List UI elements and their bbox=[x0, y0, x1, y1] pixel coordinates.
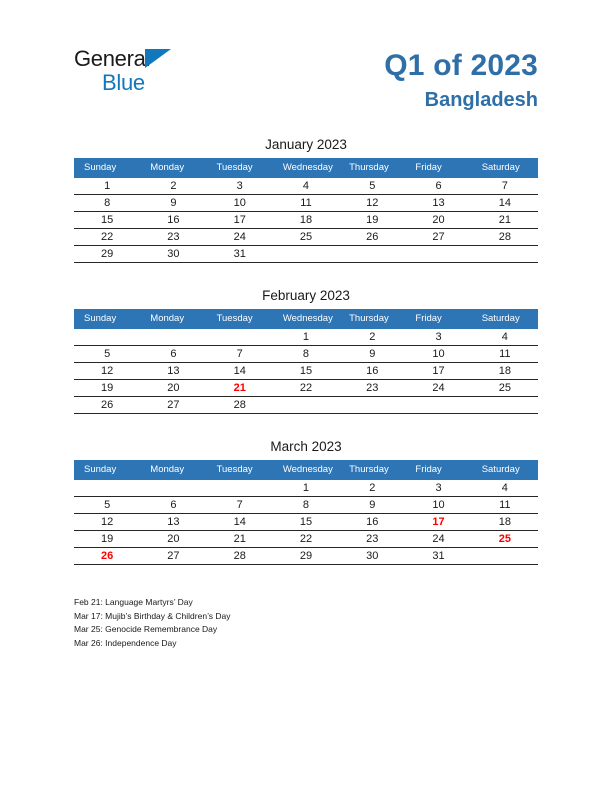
weekday-header-friday: Friday bbox=[405, 309, 471, 329]
calendar-day[interactable]: 8 bbox=[74, 195, 140, 212]
weekday-header-thursday: Thursday bbox=[339, 309, 405, 329]
weekday-header-friday: Friday bbox=[405, 158, 471, 178]
calendar-day[interactable]: 10 bbox=[207, 195, 273, 212]
month-title: February 2023 bbox=[262, 288, 350, 303]
month-title: March 2023 bbox=[270, 439, 342, 454]
calendar-day[interactable]: 27 bbox=[140, 548, 206, 565]
calendar-day[interactable]: 11 bbox=[273, 195, 339, 212]
calendar-day[interactable]: 6 bbox=[140, 346, 206, 363]
calendar-day[interactable]: 13 bbox=[140, 363, 206, 380]
calendar-day[interactable]: 10 bbox=[405, 497, 471, 514]
calendar-day[interactable]: 18 bbox=[472, 514, 538, 531]
triangle-icon bbox=[145, 49, 171, 68]
calendar-week-row bbox=[74, 246, 538, 263]
calendar-day[interactable]: 6 bbox=[140, 497, 206, 514]
calendar-week-row bbox=[74, 548, 538, 565]
page-header bbox=[0, 34, 612, 124]
holiday-legend-item: Mar 17: Mujib’s Birthday & Children’s Day bbox=[74, 610, 231, 621]
calendar-day[interactable]: 25 bbox=[472, 380, 538, 397]
calendar-day[interactable]: 16 bbox=[140, 212, 206, 229]
calendar-day-holiday[interactable]: 25 bbox=[472, 531, 538, 548]
calendar-day[interactable]: 4 bbox=[472, 480, 538, 497]
calendar-day[interactable]: 3 bbox=[405, 480, 471, 497]
calendar-day[interactable]: 19 bbox=[74, 380, 140, 397]
calendar-day[interactable]: 23 bbox=[339, 380, 405, 397]
calendar-day[interactable]: 25 bbox=[273, 229, 339, 246]
calendar-day[interactable]: 5 bbox=[339, 178, 405, 195]
calendar-day[interactable]: 13 bbox=[405, 195, 471, 212]
calendar-day[interactable]: 21 bbox=[207, 531, 273, 548]
calendar-header-row bbox=[74, 460, 538, 480]
calendar-day[interactable]: 8 bbox=[273, 346, 339, 363]
calendar-day[interactable]: 20 bbox=[140, 531, 206, 548]
calendar-day[interactable]: 14 bbox=[207, 363, 273, 380]
calendar-day[interactable]: 5 bbox=[74, 497, 140, 514]
calendar-day[interactable]: 20 bbox=[405, 212, 471, 229]
month-block-february bbox=[74, 287, 538, 414]
weekday-header-tuesday: Tuesday bbox=[207, 309, 273, 329]
calendar-day[interactable]: 3 bbox=[207, 178, 273, 195]
title-block bbox=[238, 48, 538, 113]
calendar-day[interactable]: 9 bbox=[339, 497, 405, 514]
calendar-day[interactable]: 23 bbox=[140, 229, 206, 246]
calendar-day[interactable]: 8 bbox=[273, 497, 339, 514]
holiday-legend-item: Mar 26: Independence Day bbox=[74, 637, 177, 648]
calendar-day-holiday[interactable]: 21 bbox=[207, 380, 273, 397]
calendar-week-row bbox=[74, 480, 538, 497]
calendar-day[interactable]: 30 bbox=[339, 548, 405, 565]
weekday-header-monday: Monday bbox=[140, 309, 206, 329]
calendar-day[interactable]: 22 bbox=[74, 229, 140, 246]
calendar-day-empty bbox=[273, 397, 339, 414]
weekday-header-wednesday: Wednesday bbox=[273, 158, 339, 178]
calendar-day[interactable]: 7 bbox=[207, 497, 273, 514]
calendar-day[interactable]: 27 bbox=[140, 397, 206, 414]
calendar-week-row bbox=[74, 497, 538, 514]
calendar-day[interactable]: 12 bbox=[74, 514, 140, 531]
calendar-day-empty bbox=[339, 397, 405, 414]
calendar-day[interactable]: 26 bbox=[339, 229, 405, 246]
weekday-header-sunday: Sunday bbox=[74, 309, 140, 329]
calendar-day[interactable]: 6 bbox=[405, 178, 471, 195]
calendar-day[interactable]: 18 bbox=[472, 363, 538, 380]
calendar-day[interactable]: 30 bbox=[140, 246, 206, 263]
calendar-day[interactable]: 19 bbox=[339, 212, 405, 229]
calendar-body bbox=[74, 178, 538, 263]
calendar-day-empty bbox=[405, 246, 471, 263]
weekday-header-sunday: Sunday bbox=[74, 158, 140, 178]
weekday-header-saturday: Saturday bbox=[472, 460, 538, 480]
calendar-day[interactable]: 15 bbox=[74, 212, 140, 229]
calendar-week-row bbox=[74, 195, 538, 212]
weekday-header-thursday: Thursday bbox=[339, 460, 405, 480]
calendar-week-row bbox=[74, 380, 538, 397]
calendar-day-empty bbox=[339, 246, 405, 263]
holiday-legend-item: Mar 25: Genocide Remembrance Day bbox=[74, 624, 218, 634]
calendar-day[interactable]: 7 bbox=[472, 178, 538, 195]
calendar-day[interactable]: 10 bbox=[405, 346, 471, 363]
weekday-header-monday: Monday bbox=[140, 460, 206, 480]
calendar-day[interactable]: 24 bbox=[207, 229, 273, 246]
weekday-header-wednesday: Wednesday bbox=[273, 309, 339, 329]
calendar-week-row bbox=[74, 229, 538, 246]
calendar-day[interactable]: 16 bbox=[339, 514, 405, 531]
calendar-day[interactable]: 28 bbox=[472, 229, 538, 246]
logo-text-blue: Blue bbox=[102, 70, 145, 95]
calendar-day[interactable]: 29 bbox=[273, 548, 339, 565]
logo-text-general: General bbox=[74, 46, 151, 71]
calendar-week-row bbox=[74, 212, 538, 229]
calendar-day[interactable]: 28 bbox=[207, 397, 273, 414]
calendar-week-row bbox=[74, 346, 538, 363]
calendar-day[interactable]: 22 bbox=[273, 380, 339, 397]
calendar-day[interactable]: 31 bbox=[405, 548, 471, 565]
calendar-day-empty bbox=[207, 480, 273, 497]
calendar-day[interactable]: 14 bbox=[207, 514, 273, 531]
calendar-week-row bbox=[74, 514, 538, 531]
calendar-day[interactable]: 26 bbox=[74, 397, 140, 414]
weekday-header-monday: Monday bbox=[140, 158, 206, 178]
calendar-day[interactable]: 3 bbox=[405, 329, 471, 346]
calendar-day[interactable]: 1 bbox=[74, 178, 140, 195]
holiday-legend-item: Feb 21: Language Martyrs’ Day bbox=[74, 597, 193, 607]
calendar-day-empty bbox=[472, 246, 538, 263]
calendar-week-row bbox=[74, 397, 538, 414]
calendar-body bbox=[74, 329, 538, 414]
calendar-day-empty bbox=[273, 246, 339, 263]
calendar-day[interactable]: 9 bbox=[140, 195, 206, 212]
calendar-week-row bbox=[74, 531, 538, 548]
calendar-day[interactable]: 14 bbox=[472, 195, 538, 212]
weekday-header-tuesday: Tuesday bbox=[207, 158, 273, 178]
calendar-day[interactable]: 7 bbox=[207, 346, 273, 363]
calendar-day[interactable]: 12 bbox=[74, 363, 140, 380]
calendar-body bbox=[74, 480, 538, 565]
calendar-day[interactable]: 11 bbox=[472, 346, 538, 363]
calendar-day[interactable]: 19 bbox=[74, 531, 140, 548]
weekday-header-thursday: Thursday bbox=[339, 158, 405, 178]
calendar-day[interactable]: 1 bbox=[273, 480, 339, 497]
calendar-day[interactable]: 13 bbox=[140, 514, 206, 531]
month-block-january bbox=[74, 136, 538, 263]
calendar-day[interactable]: 31 bbox=[207, 246, 273, 263]
calendar-day[interactable]: 1 bbox=[273, 329, 339, 346]
calendar-day[interactable]: 15 bbox=[273, 363, 339, 380]
weekday-header-tuesday: Tuesday bbox=[207, 460, 273, 480]
calendar-header-row bbox=[74, 158, 538, 178]
calendar-day[interactable]: 24 bbox=[405, 380, 471, 397]
calendar-table bbox=[74, 158, 538, 263]
calendar-day[interactable]: 17 bbox=[207, 212, 273, 229]
calendar-day[interactable]: 2 bbox=[140, 178, 206, 195]
calendar-day[interactable]: 18 bbox=[273, 212, 339, 229]
calendar-day[interactable]: 20 bbox=[140, 380, 206, 397]
calendar-header-row bbox=[74, 309, 538, 329]
calendar-day-holiday[interactable]: 17 bbox=[405, 514, 471, 531]
calendar-week-row bbox=[74, 178, 538, 195]
calendar-table bbox=[74, 460, 538, 565]
calendar-week-row bbox=[74, 363, 538, 380]
calendar-day-empty bbox=[207, 329, 273, 346]
calendar-day[interactable]: 28 bbox=[207, 548, 273, 565]
weekday-header-saturday: Saturday bbox=[472, 309, 538, 329]
calendar-day[interactable]: 16 bbox=[339, 363, 405, 380]
calendar-day[interactable]: 2 bbox=[339, 329, 405, 346]
calendar-day[interactable]: 4 bbox=[472, 329, 538, 346]
calendar-day[interactable]: 23 bbox=[339, 531, 405, 548]
calendar-week-row bbox=[74, 329, 538, 346]
calendar-day[interactable]: 4 bbox=[273, 178, 339, 195]
weekday-header-friday: Friday bbox=[405, 460, 471, 480]
holiday-legend bbox=[74, 596, 474, 650]
calendar-day[interactable]: 22 bbox=[273, 531, 339, 548]
calendar-day[interactable]: 12 bbox=[339, 195, 405, 212]
weekday-header-wednesday: Wednesday bbox=[273, 460, 339, 480]
calendar-day[interactable]: 2 bbox=[339, 480, 405, 497]
weekday-header-sunday: Sunday bbox=[74, 460, 140, 480]
calendar-day-empty bbox=[140, 329, 206, 346]
calendar-day-empty bbox=[74, 480, 140, 497]
calendar-day[interactable]: 24 bbox=[405, 531, 471, 548]
page-subtitle: Bangladesh bbox=[424, 89, 538, 111]
calendar-day[interactable]: 27 bbox=[405, 229, 471, 246]
calendar-day-empty bbox=[472, 548, 538, 565]
calendar-day[interactable]: 17 bbox=[405, 363, 471, 380]
month-title: January 2023 bbox=[265, 137, 347, 152]
calendar-day[interactable]: 21 bbox=[472, 212, 538, 229]
calendar-day-empty bbox=[140, 480, 206, 497]
calendar-day[interactable]: 9 bbox=[339, 346, 405, 363]
calendar-day[interactable]: 29 bbox=[74, 246, 140, 263]
page-title: Q1 of 2023 bbox=[384, 49, 538, 82]
weekday-header-saturday: Saturday bbox=[472, 158, 538, 178]
calendar-day-empty bbox=[405, 397, 471, 414]
calendar-day-empty bbox=[74, 329, 140, 346]
calendar-day[interactable]: 5 bbox=[74, 346, 140, 363]
calendar-table bbox=[74, 309, 538, 414]
calendar-day[interactable]: 11 bbox=[472, 497, 538, 514]
calendar-day-holiday[interactable]: 26 bbox=[74, 548, 140, 565]
month-block-march bbox=[74, 438, 538, 565]
calendar-day[interactable]: 15 bbox=[273, 514, 339, 531]
calendar-day-empty bbox=[472, 397, 538, 414]
